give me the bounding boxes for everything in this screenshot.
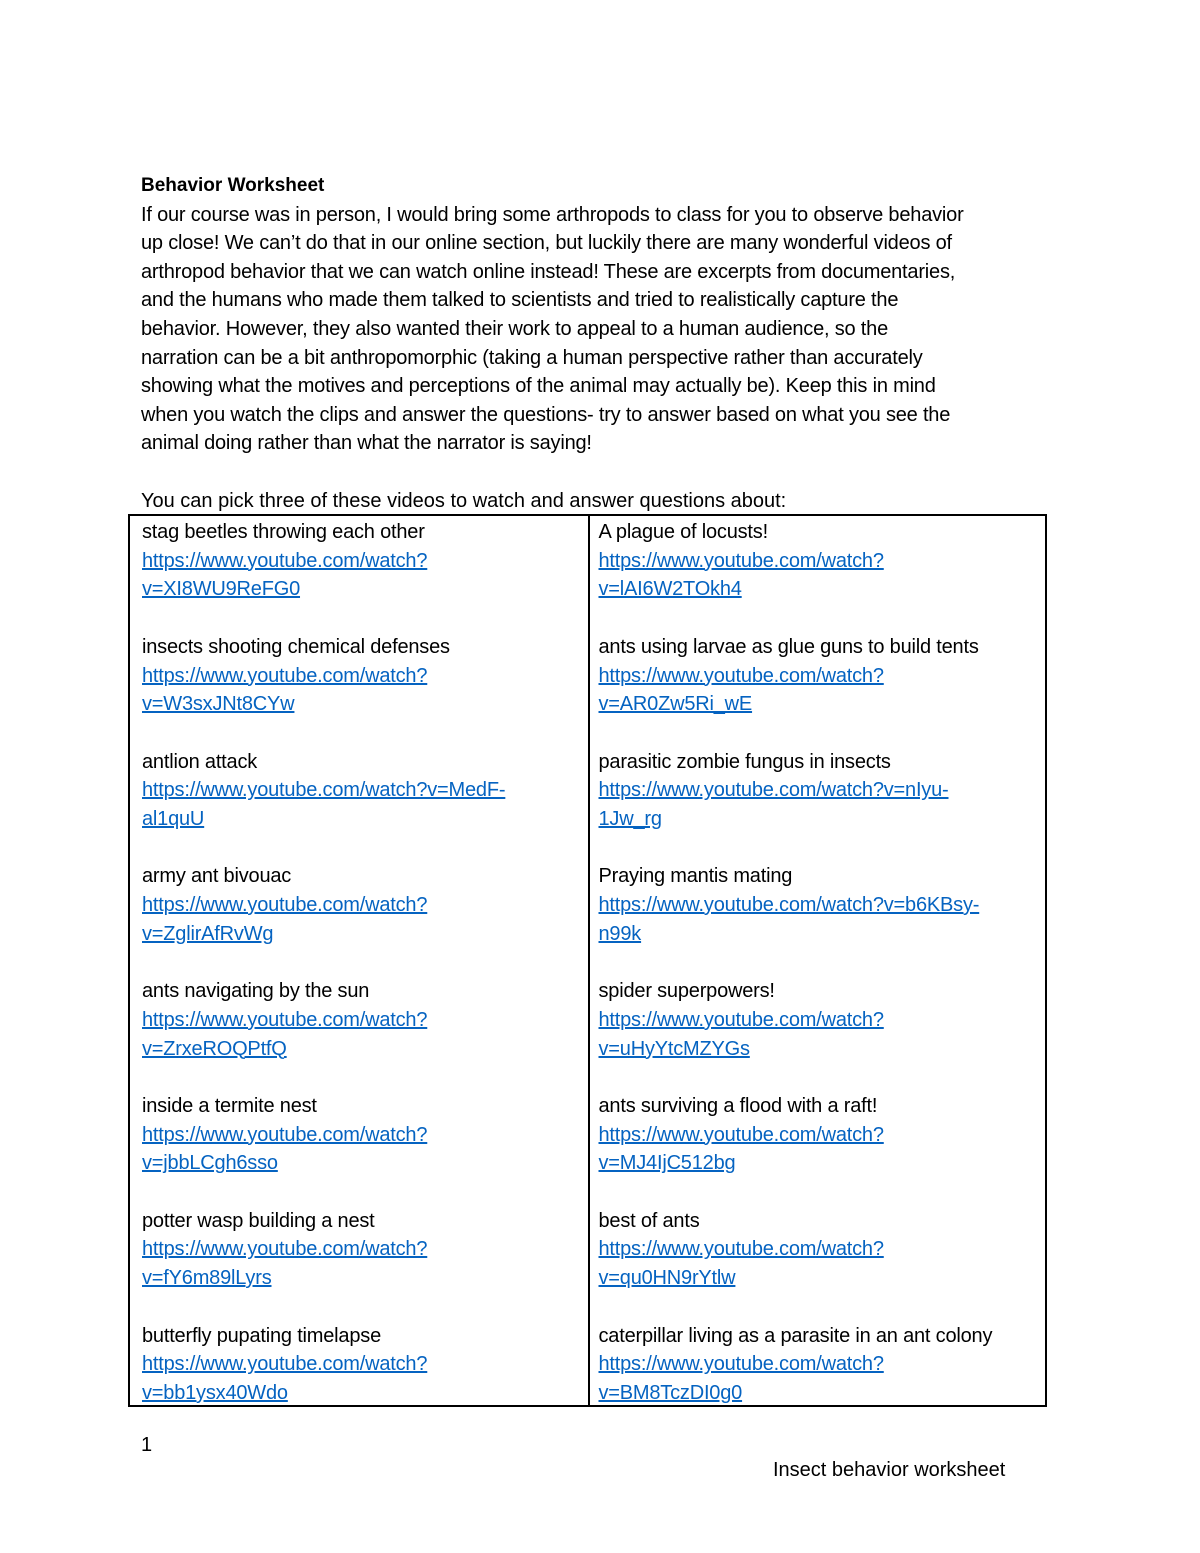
video-title: butterfly pupating timelapse xyxy=(142,1324,381,1347)
video-entry xyxy=(599,633,1036,748)
video-title: A plague of locusts! xyxy=(598,521,768,543)
video-title: ants using larvae as glue guns to build tents xyxy=(598,635,979,658)
video-column-right xyxy=(588,516,1046,1405)
video-link[interactable] xyxy=(599,1350,1017,1405)
video-entry xyxy=(599,1092,1036,1207)
video-title: army ant bivouac xyxy=(142,865,292,888)
video-link-line[interactable]: n99k xyxy=(598,922,642,945)
intro-line: animal doing rather than what the narrator is saying! xyxy=(141,432,592,455)
video-link-line[interactable]: https://www.youtube.com/watch? xyxy=(142,549,428,572)
video-entry xyxy=(599,862,1036,977)
video-link-line[interactable]: v=jbbLCgh6sso xyxy=(142,1152,278,1175)
intro-line: when you watch the clips and answer the questions- try to answer based on what you see the xyxy=(141,403,951,426)
worksheet-body xyxy=(141,172,1051,515)
video-entry xyxy=(599,748,1036,863)
intro-line: and the humans who made them talked to scientists and tried to realistically capture the xyxy=(141,289,899,312)
video-link-line[interactable]: v=XI8WU9ReFG0 xyxy=(142,578,301,601)
video-entry xyxy=(142,862,578,977)
video-link-line[interactable]: v=ZrxeROQPtfQ xyxy=(142,1037,287,1060)
video-title: ants surviving a flood with a raft! xyxy=(598,1094,878,1117)
video-entry xyxy=(142,1207,578,1322)
video-link-line[interactable]: https://www.youtube.com/watch?v=MedF- xyxy=(142,779,506,802)
video-link[interactable] xyxy=(599,547,1017,604)
video-title: caterpillar living as a parasite in an ant colony xyxy=(598,1324,993,1347)
video-title: insects shooting chemical defenses xyxy=(142,635,450,658)
video-link-line[interactable]: https://www.youtube.com/watch? xyxy=(142,1353,428,1376)
video-title: parasitic zombie fungus in insects xyxy=(598,750,891,773)
footer-document-label: Insect behavior worksheet xyxy=(773,1459,1006,1481)
video-link[interactable] xyxy=(599,1235,1017,1292)
video-link-line[interactable]: https://www.youtube.com/watch? xyxy=(598,549,884,572)
video-title: Praying mantis mating xyxy=(598,865,793,888)
video-link-line[interactable]: v=bb1ysx40Wdo xyxy=(142,1381,288,1404)
video-link[interactable] xyxy=(142,891,560,948)
video-link-line[interactable]: v=fY6m89lLyrs xyxy=(142,1267,272,1290)
video-link-line[interactable]: https://www.youtube.com/watch?v=nIyu- xyxy=(598,779,949,802)
video-entry xyxy=(599,1322,1036,1405)
video-link-line[interactable]: https://www.youtube.com/watch? xyxy=(598,664,884,687)
intro-line: up close! We can’t do that in our online section, but luckily there are many wonderful videos of xyxy=(141,232,952,255)
video-title: antlion attack xyxy=(142,750,258,773)
video-entry xyxy=(599,518,1036,633)
video-title: spider superpowers! xyxy=(598,980,775,1003)
video-link-line[interactable]: https://www.youtube.com/watch?v=b6KBsy- xyxy=(598,894,980,917)
page-title: Behavior Worksheet xyxy=(141,175,325,196)
video-link-line[interactable]: 1Jw_rg xyxy=(598,808,662,830)
video-title: ants navigating by the sun xyxy=(142,980,370,1003)
video-entry xyxy=(599,1207,1036,1322)
video-link[interactable] xyxy=(599,1121,1017,1178)
video-link-line[interactable]: https://www.youtube.com/watch? xyxy=(142,1123,428,1146)
video-link[interactable] xyxy=(599,776,1017,833)
video-entry xyxy=(142,633,578,748)
video-link[interactable] xyxy=(142,1121,560,1178)
page-number: 1 xyxy=(141,1434,153,1456)
video-title: best of ants xyxy=(598,1209,700,1232)
video-link-line[interactable]: v=lAI6W2TOkh4 xyxy=(598,578,742,601)
video-link-line[interactable]: v=ZglirAfRvWg xyxy=(142,922,274,945)
intro-paragraph xyxy=(141,201,1051,458)
video-link-line[interactable]: v=BM8TczDI0g0 xyxy=(598,1381,743,1404)
video-table xyxy=(128,514,1047,1407)
video-link-line[interactable]: https://www.youtube.com/watch? xyxy=(142,1238,428,1261)
video-link[interactable] xyxy=(142,1235,560,1292)
video-entry xyxy=(599,977,1036,1092)
video-link-line[interactable]: https://www.youtube.com/watch? xyxy=(598,1353,884,1376)
video-entry xyxy=(142,1092,578,1207)
video-link[interactable] xyxy=(142,547,560,604)
video-title: stag beetles throwing each other xyxy=(142,521,425,543)
video-link-line[interactable]: https://www.youtube.com/watch? xyxy=(598,1008,884,1031)
video-link[interactable] xyxy=(599,662,1017,719)
intro-line: If our course was in person, I would bring some arthropods to class for you to observe behavior xyxy=(141,203,964,226)
video-entry xyxy=(142,1322,578,1405)
video-link-line[interactable]: v=MJ4IjC512bg xyxy=(598,1152,736,1175)
video-title: potter wasp building a nest xyxy=(142,1209,375,1232)
video-link-line[interactable]: https://www.youtube.com/watch? xyxy=(598,1238,884,1261)
video-link-line[interactable]: al1quU xyxy=(142,808,205,830)
intro-line: showing what the motives and perceptions of the animal may actually be). Keep this in mind xyxy=(141,375,936,398)
video-link[interactable] xyxy=(599,1006,1017,1063)
video-link[interactable] xyxy=(142,1350,560,1405)
video-link-line[interactable]: v=qu0HN9rYtlw xyxy=(598,1267,736,1290)
video-link-line[interactable]: v=W3sxJNt8CYw xyxy=(142,693,295,716)
video-entry xyxy=(142,518,578,633)
video-link-line[interactable]: v=AR0Zw5Ri_wE xyxy=(598,693,753,716)
intro-line: behavior. However, they also wanted their work to appeal to a human audience, so the xyxy=(141,317,889,340)
video-link-line[interactable]: https://www.youtube.com/watch? xyxy=(142,664,428,687)
pick-prompt: You can pick three of these videos to watch and answer questions about: xyxy=(141,489,787,512)
video-link-line[interactable]: https://www.youtube.com/watch? xyxy=(142,1008,428,1031)
video-link[interactable] xyxy=(142,776,560,833)
video-link[interactable] xyxy=(142,1006,560,1063)
video-link-line[interactable]: v=uHyYtcMZYGs xyxy=(598,1037,750,1060)
video-entry xyxy=(142,748,578,863)
video-entry xyxy=(142,977,578,1092)
video-link-line[interactable]: https://www.youtube.com/watch? xyxy=(598,1123,884,1146)
video-link[interactable] xyxy=(599,891,1017,948)
video-link-line[interactable]: https://www.youtube.com/watch? xyxy=(142,894,428,917)
video-column-left xyxy=(130,516,588,1405)
intro-line: narration can be a bit anthropomorphic (taking a human perspective rather than accurately xyxy=(141,346,923,369)
video-link[interactable] xyxy=(142,662,560,719)
video-title: inside a termite nest xyxy=(142,1094,317,1117)
intro-line: arthropod behavior that we can watch online instead! These are excerpts from documentaries, xyxy=(141,260,956,283)
